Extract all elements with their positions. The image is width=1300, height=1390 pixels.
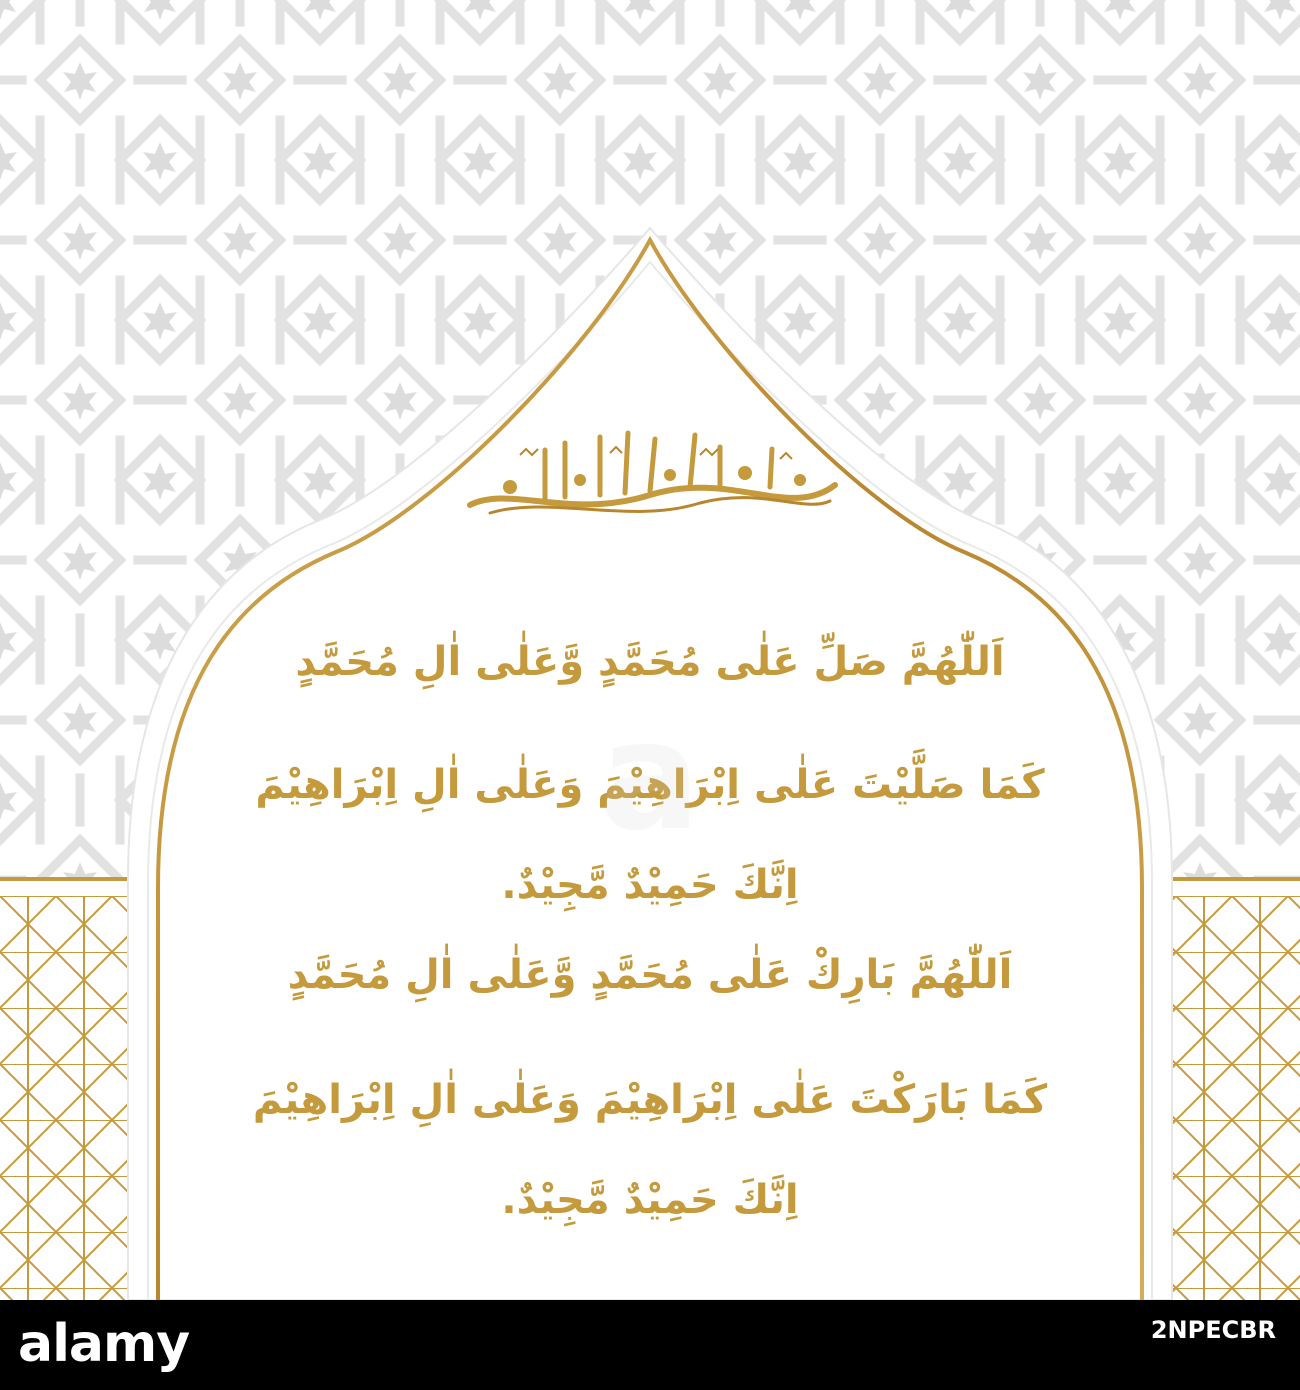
verse-line-3: اِنَّكَ حَمِيْدٌ مَّجِيْدٌ. [501,862,799,908]
image-code: 2NPECBR [1150,1316,1276,1344]
verse-line-2: كَمَا صَلَّيْتَ عَلٰى اِبْرَاهِيْمَ وَعَلٰى اٰلِ اِبْرَاهِيْمَ [255,762,1045,808]
verse-line-5: كَمَا بَارَكْتَ عَلٰى اِبْرَاهِيْمَ وَعَلٰى اٰلِ اِبْرَاهِيْمَ [252,1077,1048,1123]
verse-line-4: اَللّٰهُمَّ بَارِكْ عَلٰى مُحَمَّدٍ وَّعَلٰى اٰلِ مُحَمَّدٍ [287,952,1013,998]
verse-line-1: اَللّٰهُمَّ صَلِّ عَلٰى مُحَمَّدٍ وَّعَلٰى اٰلِ مُحَمَّدٍ [295,639,1005,685]
verse-line-6: اِنَّكَ حَمِيْدٌ مَّجِيْدٌ. [501,1177,799,1223]
footer-bar [0,1300,1300,1390]
brand-logo[interactable]: alamy [18,1314,190,1374]
bismillah-calligraphy-icon [450,425,850,530]
